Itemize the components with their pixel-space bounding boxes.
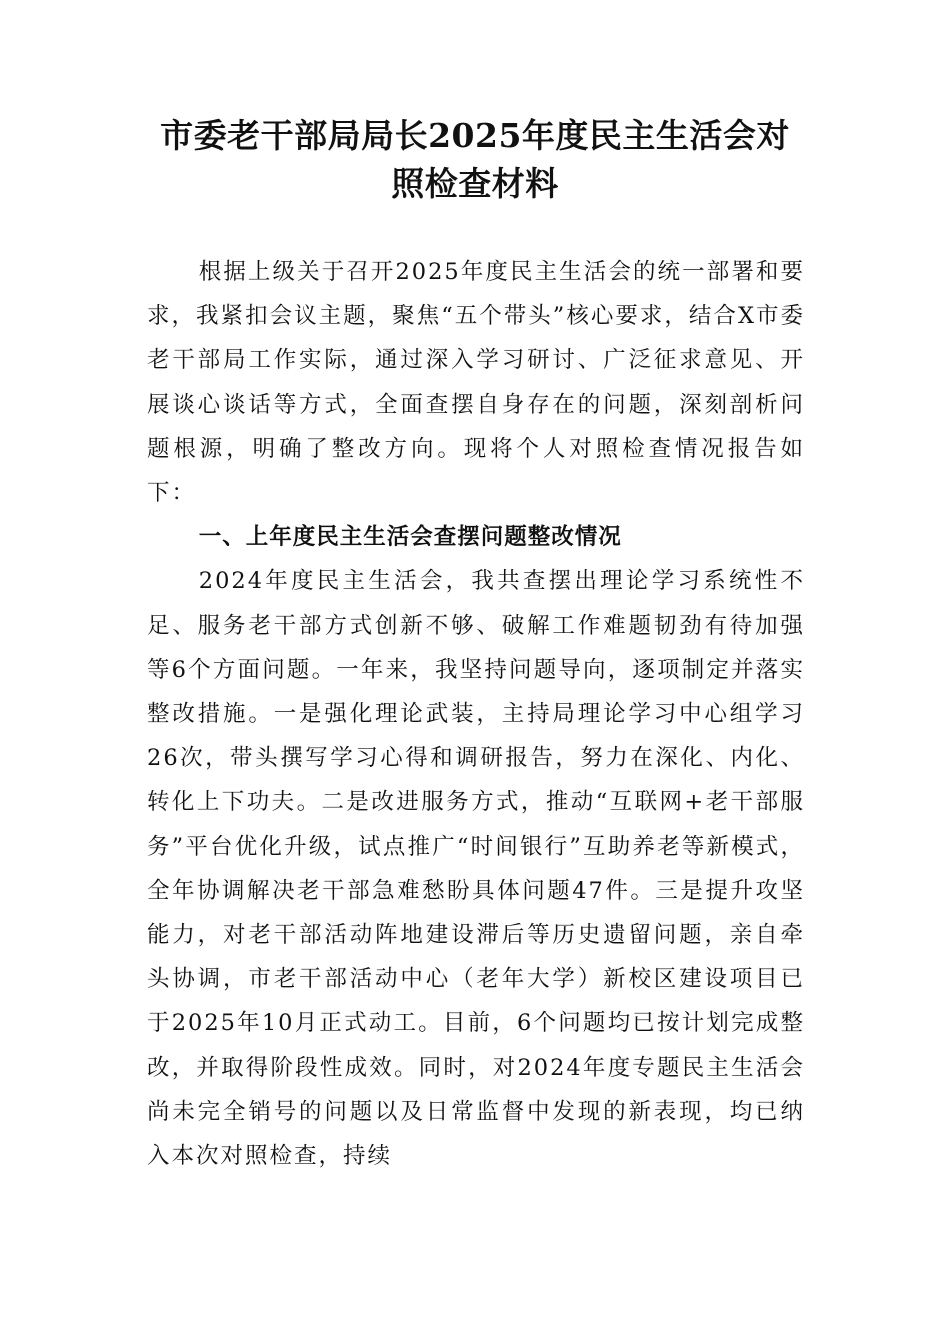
document-body [147, 250, 805, 1178]
title-line-2: 照检查材料 [391, 164, 559, 203]
title-line-1: 市委老干部局局长2025年度民主生活会对 [160, 116, 790, 155]
section-1-heading: 一、上年度民主生活会查摆问题整改情况 [198, 524, 622, 551]
document-title [130, 112, 820, 208]
section-1-paragraph: 2024年度民主生活会，我共查摆出理论学习系统性不足、服务老干部方式创新不够、破解工作难题韧劲有待加强等6个方面问题。一年来，我坚持问题导向，逐项制定并落实整改措施。一是强化理论武装，主持局理论学习中心组学习26次，带头撰写学习心得和调研报告，努力在深化、内化、转化上下功夫。二是改进服务方式，推动“互联网+老干部服务”平台优化升级，试点推广“时间银行”互助养老等新模式，全年协调解决老干部急难愁盼具体问题47件。三是提升攻坚能力，对老干部活动阵地建设滞后等历史遗留问题，亲自牵头协调，市老干部活动中心（老年大学）新校区建设项目已于2025年10月正式动工。目前，6个问题均已按计划完成整改，并取得阶段性成效。同时，对2024年度专题民主生活会尚未完全销号的问题以及日常监督中发现的新表现，均已纳入本次对照检查，持续 [147, 568, 805, 1170]
intro-paragraph: 根据上级关于召开2025年度民主生活会的统一部署和要求，我紧扣会议主题，聚焦“五个带头”核心要求，结合X市委老干部局工作实际，通过深入学习研讨、广泛征求意见、开展谈心谈话等方式，全面查摆自身存在的问题，深刻剖析问题根源，明确了整改方向。现将个人对照检查情况报告如下： [147, 259, 805, 507]
